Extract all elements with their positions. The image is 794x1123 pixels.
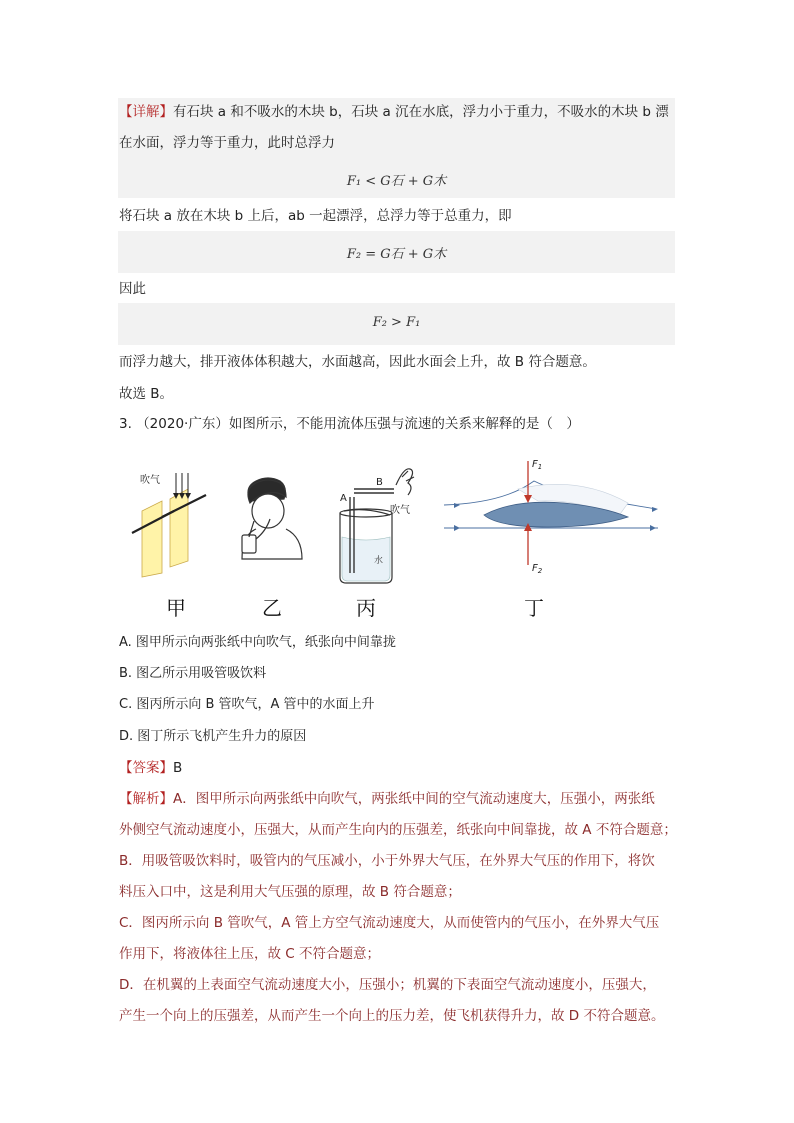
label-f1: $F_1$ — [532, 459, 543, 471]
caption-bing: 丙 — [356, 596, 376, 620]
analysis-line-4: 料压入口中，这是利用大气压强的原理，故 B 符合题意； — [119, 884, 461, 900]
option-b: B. 图乙所示用吸管吸饮料 — [119, 666, 267, 681]
option-c: C. 图丙所示向 B 管吹气，A 管中的水面上升 — [119, 697, 375, 712]
question-figure — [118, 455, 678, 590]
figure-bing — [340, 469, 414, 583]
detail-tag: 【详解】 — [119, 104, 173, 120]
detail-line-5: 而浮力越大，排开液体体积越大，水面越高，因此水面会上升，故 B 符合题意。 — [119, 354, 596, 370]
answer-value: B — [173, 760, 183, 776]
formula-2: F₂ = G石 + G木 — [346, 247, 447, 262]
label-water: 水 — [374, 556, 384, 566]
detail-line-6: 故选 B。 — [119, 386, 174, 402]
hand — [396, 469, 413, 495]
caption-jia: 甲 — [166, 596, 186, 620]
detail-line-3: 将石块 a 放在木块 b 上后，ab 一起漂浮，总浮力等于总重力，即 — [119, 208, 512, 224]
detail-line-2: 在水面，浮力等于重力，此时总浮力 — [119, 135, 335, 151]
caption-ding: 丁 — [524, 596, 544, 620]
analysis-line-7: D．在机翼的上表面空气流动速度大小，压强小；机翼的下表面空气流动速度小，压强大， — [119, 977, 656, 993]
formula-3: F₂ > F₁ — [372, 315, 421, 330]
detail-line-1 — [119, 102, 679, 122]
detail-text-1: 有石块 a 和不吸水的木块 b，石块 a 沉在水底，浮力小于重力，不吸水的木块 b 漂 — [173, 104, 669, 120]
answer-line — [119, 758, 679, 778]
label-tube-b: B — [376, 477, 383, 488]
detail-line-4: 因此 — [119, 281, 146, 297]
figure-ding — [444, 459, 658, 575]
formula-1: F₁ < G石 + G木 — [346, 174, 447, 189]
analysis-line-8: 产生一个向上的压强差，从而产生一个向上的压力差，使飞机获得升力，故 D 不符合题意。 — [119, 1008, 665, 1024]
blow-label-bing: 吹气 — [390, 505, 410, 516]
label-f2: $F_2$ — [532, 563, 543, 575]
analysis-tag: 【解析】 — [119, 791, 173, 807]
caption-yi: 乙 — [262, 596, 282, 620]
drink-cup — [242, 535, 256, 553]
figure-jia — [132, 473, 206, 577]
analysis-line-1: 【解析】A．图甲所示向两张纸中向吹气，两张纸中间的空气流动速度大，压强小，两张纸 — [119, 791, 655, 807]
question-stem: 3. （2020·广东）如图所示，不能用流体压强与流速的关系来解释的是（ ） — [119, 416, 580, 432]
label-tube-a: A — [340, 493, 347, 504]
option-d: D. 图丁所示飞机产生升力的原因 — [119, 729, 307, 744]
option-a: A. 图甲所示向两张纸中向吹气，纸张向中间靠拢 — [119, 635, 396, 650]
answer-tag: 【答案】 — [119, 760, 173, 776]
figure-yi — [242, 478, 302, 559]
blow-label-jia: 吹气 — [140, 475, 160, 486]
paper-right — [170, 489, 188, 567]
analysis-line-2: 外侧空气流动速度小，压强大，从而产生向内的压强差，纸张向中间靠拢，故 A 不符合题意； — [119, 822, 677, 838]
analysis-line-3: B．用吸管吸饮料时，吸管内的气压减小，小于外界大气压，在外界大气压的作用下，将饮 — [119, 853, 655, 869]
analysis-line-6: 作用下，将液体往上压，故 C 不符合题意； — [119, 946, 381, 962]
analysis-line-5: C．图丙所示向 B 管吹气，A 管上方空气流动速度大，从而使管内的气压小，在外界大气压 — [119, 915, 660, 931]
paper-left — [142, 501, 162, 577]
